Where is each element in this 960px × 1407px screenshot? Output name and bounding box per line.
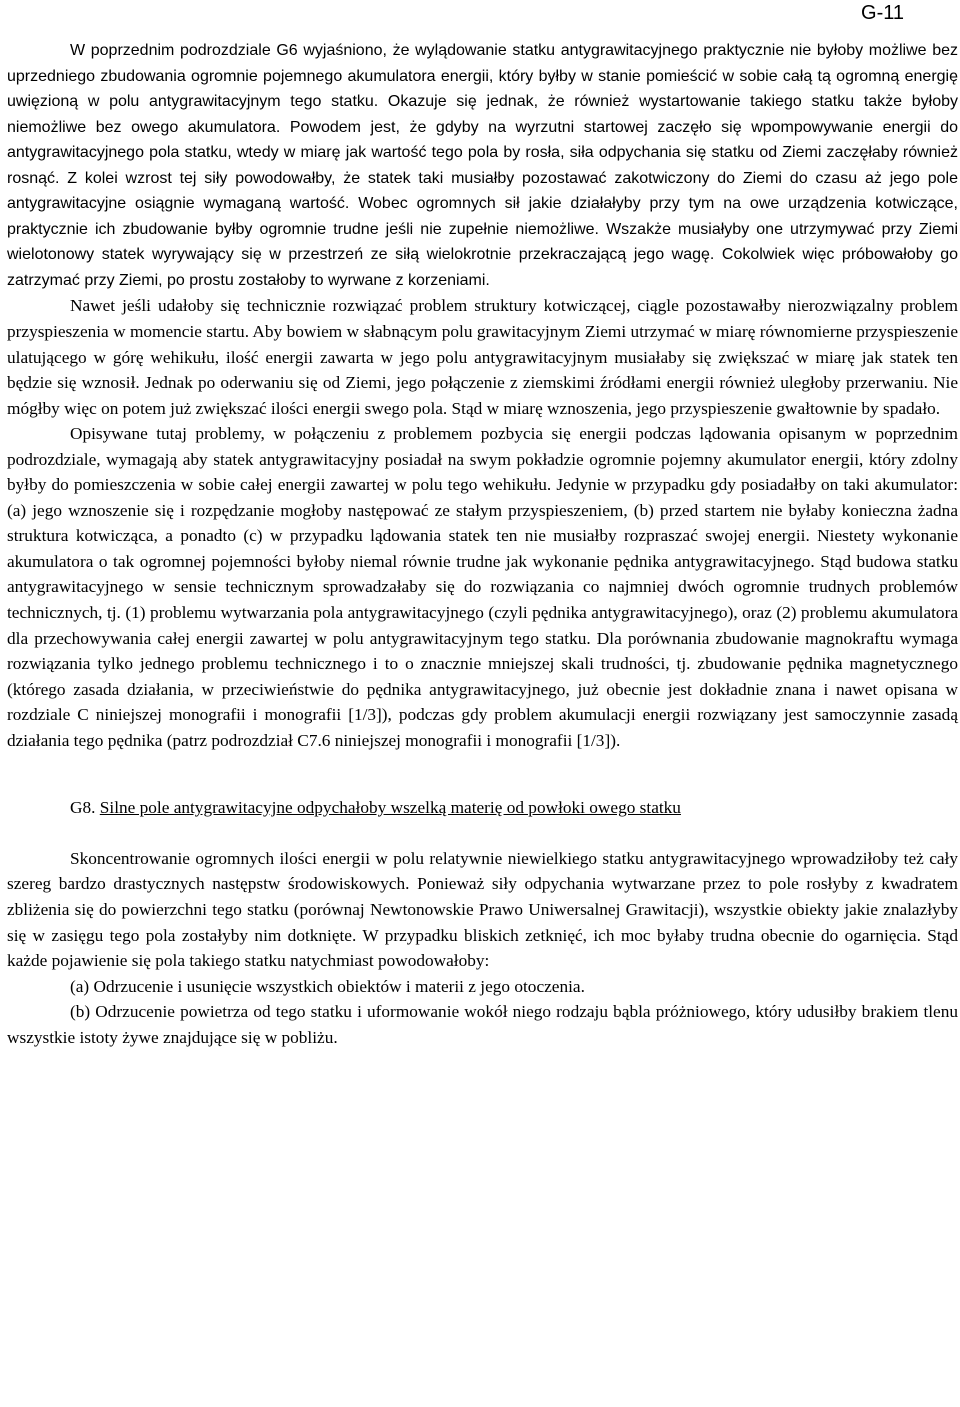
- paragraph-1: W poprzednim podrozdziale G6 wyjaśniono, że wylądowanie statku antygrawitacyjnego praktycznie nie byłoby możliwe bez uprzedniego zbudowania ogromnie pojemnego akumulatora energii, który byłby w stanie pomieścić w sobie całą tą ogromną energię uwięzioną w polu antygrawitacyjnym tego statku. Okazuje się jednak, że również wystartowanie takiego statku także byłoby niemożliwe bez owego akumulatora. Powodem jest, że gdyby na wyrzutni startowej zaczęło się wpompowywanie energii do antygrawitacyjnego pola statku, wtedy w miarę jak wartość tego pola by rosła, siła odpychania się statku od Ziemi zaczęłaby również rosnąć. Z kolei wzrost tej siły powodowałby, że statek taki musiałby pozostawać zakotwiczony do Ziemi do czasu aż jego pole antygrawitacyjne osiągnie wymaganą wartość. Wobec ogromnych sił jakie działałyby przy tym na owe urządzenia kotwiczące, praktycznie ich zbudowanie byłby ogromnie trudne jeśli nie zupełnie niemożliwe. Wszakże musiałyby one utrzymywać przy Ziemi wielotonowy statek wyrywający się w przestrzeń ze siłą wielokrotnie przekraczającą jego wagę. Cokolwiek więc próbowałoby go zatrzymać przy Ziemi, po prostu zostałoby to wyrwane z korzeniami.: [7, 42, 958, 289]
- section-paragraph-1: Skoncentrowanie ogromnych ilości energii w polu relatywnie niewielkiego statku antygrawitacyjnego wprowadziłoby też cały szereg bardzo drastycznych następstw środowiskowych. Ponieważ siły odpychania wytwarzane przez to pole rosłyby z kwadratem zbliżenia się do powierzchni tego statku (porównaj Newtonowskie Prawo Uniwersalnej Grawitacji), wszystkie obiekty jakie znalazłyby się w zasięgu tego pola zostałyby nim dotknięte. W przypadku bliskich zetknięć, ich moc byłaby trudna obecnie do ogarnięcia. Stąd każde pojawienie się pola takiego statku natychmiast powodowałoby:: [7, 848, 958, 971]
- document-body: [7, 38, 958, 1050]
- paragraph-3: Opisywane tutaj problemy, w połączeniu z problemem pozbycia się energii podczas lądowania opisanym w poprzednim podrozdziale, wymagają aby statek antygrawitacyjny posiadał na swym pokładzie ogromnie pojemny akumulator energii, który zdolny byłby do pomieszczenia w sobie całej energii zawartej w polu tego wehikułu. Jedynie w przypadku gdy posiadałby on taki akumulator: (a) jego wznoszenie się i rozpędzanie mogłoby następować ze stałym przyspieszeniem, (b) przed startem nie byłaby konieczna żadna struktura kotwicząca, a ponadto (c) w przypadku lądowania statek ten nie musiałby rozpraszać swojej energii. Niestety wykonanie akumulatora o tak ogromnej pojemności byłoby niemal równie trudne jak wykonanie pędnika antygrawitacyjnego. Stąd budowa statku antygrawitacyjnego w sensie technicznym sprowadzałaby się do rozwiązania co najmniej dwóch ogromnie trudnych problemów technicznych, tj. (1) problemu wytwarzania pola antygrawitacyjnego (czyli pędnika antygrawitacyjnego), oraz (2) problemu akumulatora dla przechowywania całej energii zawartej w polu antygrawitacyjnym tego statku. Dla porównania zbudowanie magnokraftu wymaga rozwiązania tylko jednego problemu technicznego i to o znacznie mniejszej skali trudności, tj. zbudowanie pędnika magnetycznego (którego zasada działania, w przeciwieństwie do pędnika antygrawitacyjnego, już obecnie jest dokładnie znana i nawet opisana w rozdziale C niniejszej monografii i monografii [1/3]), podczas gdy problem akumulacji energii rozwiązany jest samoczynnie zasadą działania tego pędnika (patrz podrozdział C7.6 niniejszej monografii i monografii [1/3]).: [7, 424, 958, 750]
- paragraph-2: Nawet jeśli udałoby się technicznie rozwiązać problem struktury kotwiczącej, ciągle pozostawałby nierozwiązalny problem przyspieszenia w momencie startu. Aby bowiem w słabnącym polu grawitacyjnym Ziemi utrzymać w miarę równomierne przyspieszenie ulatującego w górę wehikułu, ilość energii zawarta w jego polu antygrawitacyjnym musiałaby się zwiększać w miarę jak statek ten będzie się wznosił. Jednak po oderwaniu się od Ziemi, jego połączenie z ziemskimi źródłami energii również uległoby przerwaniu. Nie mógłby więc on potem już zwiększać ilości energii swego pola. Stąd w miarę wznoszenia, jego przyspieszenie gwałtownie by spadało.: [7, 296, 958, 418]
- section-title: Silne pole antygrawitacyjne odpychałoby wszelką materię od powłoki owego statku: [99, 798, 681, 818]
- section-number: G8.: [70, 798, 96, 818]
- section-heading: [7, 795, 958, 821]
- page-number: G-11: [861, 2, 904, 24]
- list-item-b: (b) Odrzucenie powietrza od tego statku i uformowanie wokół niego rodzaju bąbla próżniowego, który udusiłby brakiem tlenu wszystkie istoty żywe znajdujące się w pobliżu.: [7, 1002, 958, 1047]
- list-item-a: (a) Odrzucenie i usunięcie wszystkich obiektów i materii z jego otoczenia.: [70, 976, 585, 996]
